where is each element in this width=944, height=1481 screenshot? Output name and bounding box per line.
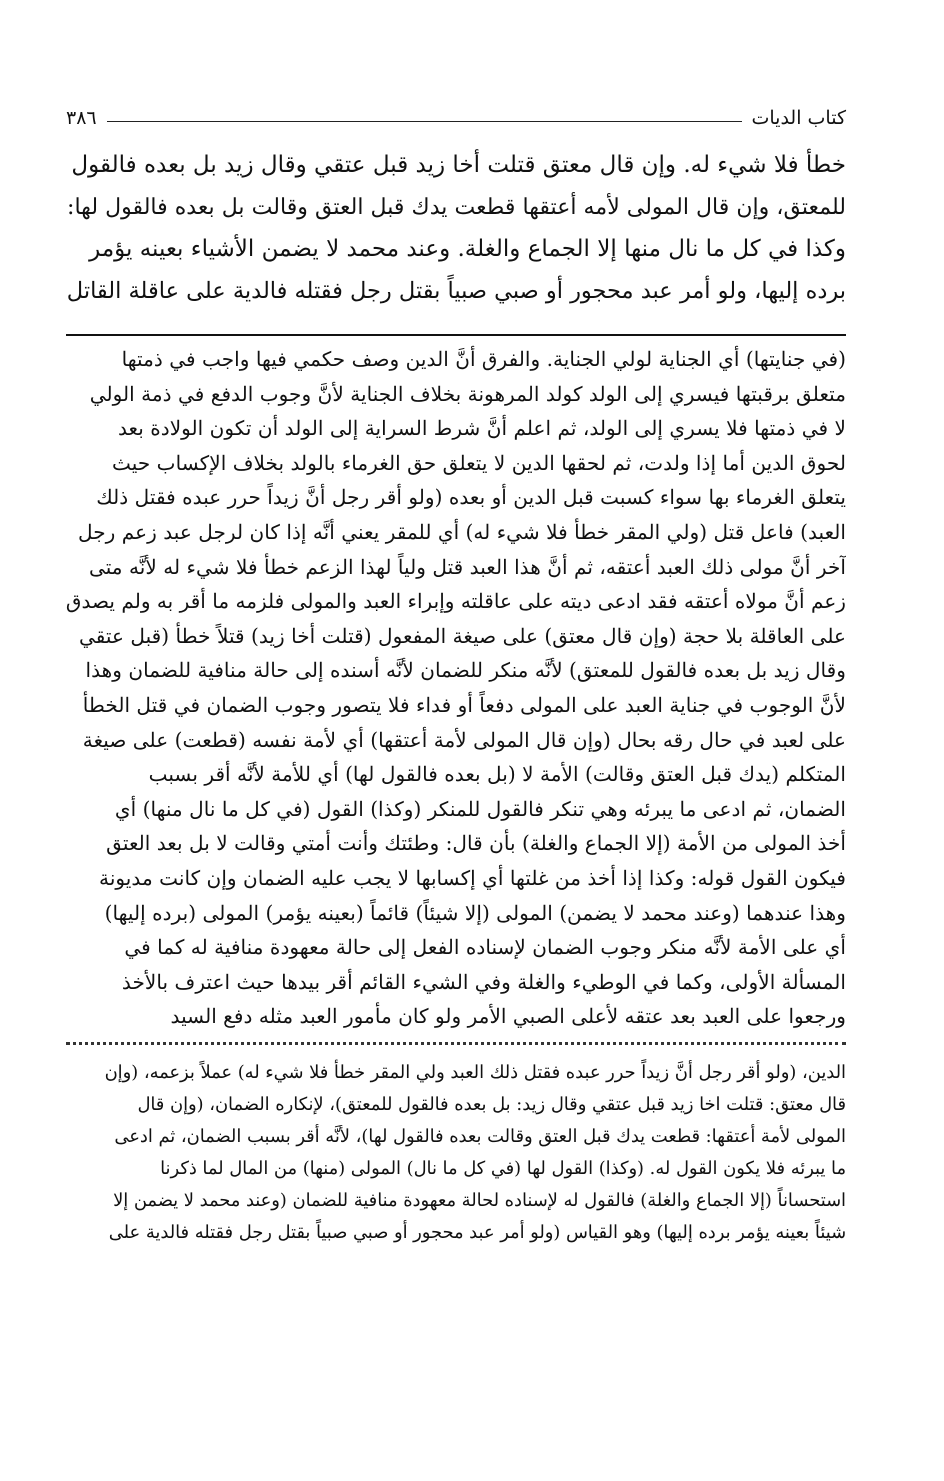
main-text (66, 144, 846, 312)
page-header (66, 100, 846, 136)
commentary-line: أخذ المولى من الأمة (إلا الجماع والغلة) بأن قال: وطئتك وأنت أمتي وقالت لا بل بعد العتق (106, 831, 846, 856)
page-number: ٣٨٦ (66, 107, 97, 129)
commentary-line: الضمان، ثم ادعى ما يبرئه وهي تنكر فالقول للمنكر (وكذا) القول (في كل ما نال منها) أي (114, 796, 846, 821)
commentary-line: آخر أنَّ مولى ذلك العبد أعتقه، ثم أنَّ هذا العبد قتل ولياً لهذا الزعم خطأ فلا شيء له لأنَّه متى (88, 554, 846, 579)
commentary-line: لأنَّ الوجوب في جناية العبد على المولى دفعاً أو فداء فلا يتصور وجوب الضمان في قتل الخطأ (82, 692, 846, 717)
commentary-line: على العاقلة بلا حجة (وإن قال معتق) على صيغة المفعول (قتلت أخا زيد) قتلاً خطأ (قبل عتقي (78, 623, 846, 648)
header-rule (107, 121, 742, 122)
commentary-line: يتعلق الغرماء بها سواء كسبت قبل الدين أو بعده (ولو أقر رجل أنَّ زيداً حرر عبده فقتل ذلك (96, 485, 846, 510)
main-text-line: للمعتق، وإن قال المولى لأمه أعتقها قطعت يدك قبل العتق وقالت بل بعده فالقول لها: (67, 194, 846, 220)
footnote-divider (66, 1042, 846, 1055)
commentary-line: المتكلم (يدك قبل العتق وقالت) الأمة لا (بل بعده فالقول لها) أي للأمة لأنَّه أقر بسبب (148, 762, 846, 787)
commentary-line: لحوق الدين أما إذا ولدت، ثم لحقها الدين لا يتعلق حق الغرماء بالولد بخلاف الإكساب حيث (112, 450, 846, 475)
main-text-line: خطأ فلا شيء له. وإن قال معتق قتلت أخا زيد قبل عتقي وقال زيد بل بعده فالقول (71, 152, 846, 178)
footnote-line: شيئاً بعينه يؤمر برده إليها) وهو القياس (ولو أمر عبد محجور أو صبي صبياً بقتل رجل فقتله فالدية على (108, 1221, 846, 1243)
commentary-line: متعلق برقبتها فيسري إلى الولد كولد المرهونة بخلاف الجناية لأنَّ وجوب الدفع في ذمة الولي (89, 381, 846, 406)
commentary-line: المسألة الأولى، وكما في الوطيء والغلة وفي الشيء القائم أقر بيدها حيث اعترف بالأخذ (121, 969, 846, 994)
commentary-line: العبد) فاعل قتل (ولي المقر خطأ فلا شيء له) أي للمقر يعني أنَّه إذا كان لرجل عبد زعم رجل (77, 519, 846, 544)
footnote-text (66, 1057, 846, 1249)
commentary-line: (في جنايتها) أي الجناية لولي الجناية. والفرق أنَّ الدين وصف حكمي فيها واجب في ذمتها (121, 347, 846, 371)
main-divider (66, 334, 846, 336)
footnote-line: ما يبرئه فلا يكون القول له. (وكذا) القول لها (في كل ما نال) المولى (منها) من المال لما ذكرنا (160, 1157, 846, 1179)
footnote-line: قال معتق: قتلت اخا زيد قبل عتقي وقال زيد: بل بعده فالقول للمعتق)، لإنكاره الضمان، (وإن قال (137, 1093, 846, 1115)
commentary-text (66, 342, 846, 1034)
commentary-line: فيكون القول قوله: وكذا إذا أخذ من غلتها أي إكسابها لا يجب عليه الضمان وإن كانت مديونة (99, 865, 846, 890)
commentary-line: وقال زيد بل بعده فالقول للمعتق) لأنَّه منكر للضمان لأنَّه أسنده إلى حالة منافية للضمان وهذا (85, 658, 846, 683)
commentary-line: وهذا عندهما (وعند محمد لا يضمن) المولى (إلا شيئاً) قائماً (بعينه يؤمر) المولى (برده إليها) (104, 900, 846, 925)
commentary-line: أي على الأمة لأنَّه منكر وجوب الضمان لإسناده الفعل إلى حالة معهودة منافية له كما في (124, 935, 846, 960)
commentary-line: زعم أنَّ مولاه أعتقه فقد ادعى ديته على عاقلته وإبراء العبد والمولى فلزمه ما أقر به ولم يصدق (66, 589, 846, 614)
main-text-line: وكذا في كل ما نال منها إلا الجماع والغلة. وعند محمد لا يضمن الأشياء بعينه يؤمر (89, 236, 846, 262)
book-page (66, 100, 846, 1249)
book-title: كتاب الديات (751, 107, 846, 129)
commentary-line: على لعبد في حال رقه بحال (وإن قال المولى لأمة أعتقها) أي لأمة نفسه (قطعت) على صيغة (82, 727, 846, 752)
commentary-line: لا في ذمتها فلا يسري إلى الولد، ثم اعلم أنَّ شرط السراية إلى الولد أن تكون الولادة بعد (117, 416, 846, 441)
commentary-line: ورجعوا على العبد بعد عتقه لأعلى الصبي الأمر ولو كان مأمور العبد مثله دفع السيد (170, 1004, 846, 1029)
footnote-line: استحساناً (إلا الجماع والغلة) فالقول له لإسناده لحالة معهودة منافية للضمان (وعند محمد لا يضمن إلا (113, 1189, 846, 1211)
main-text-line: برده إليها، ولو أمر عبد محجور أو صبي صبياً بقتل رجل فقتله فالدية على عاقلة القاتل (66, 278, 846, 304)
footnote-line: الدين، (ولو أقر رجل أنَّ زيداً حرر عبده فقتل ذلك العبد ولي المقر خطأ فلا شيء له) عملاً بزعمه، (وإن (104, 1061, 846, 1083)
footnote-line: المولى لأمة أعتقها: قطعت يدك قبل العتق وقالت بعده فالقول لها)، لأنَّه أقر بسبب الضمان، ثم ادعى (114, 1125, 846, 1147)
